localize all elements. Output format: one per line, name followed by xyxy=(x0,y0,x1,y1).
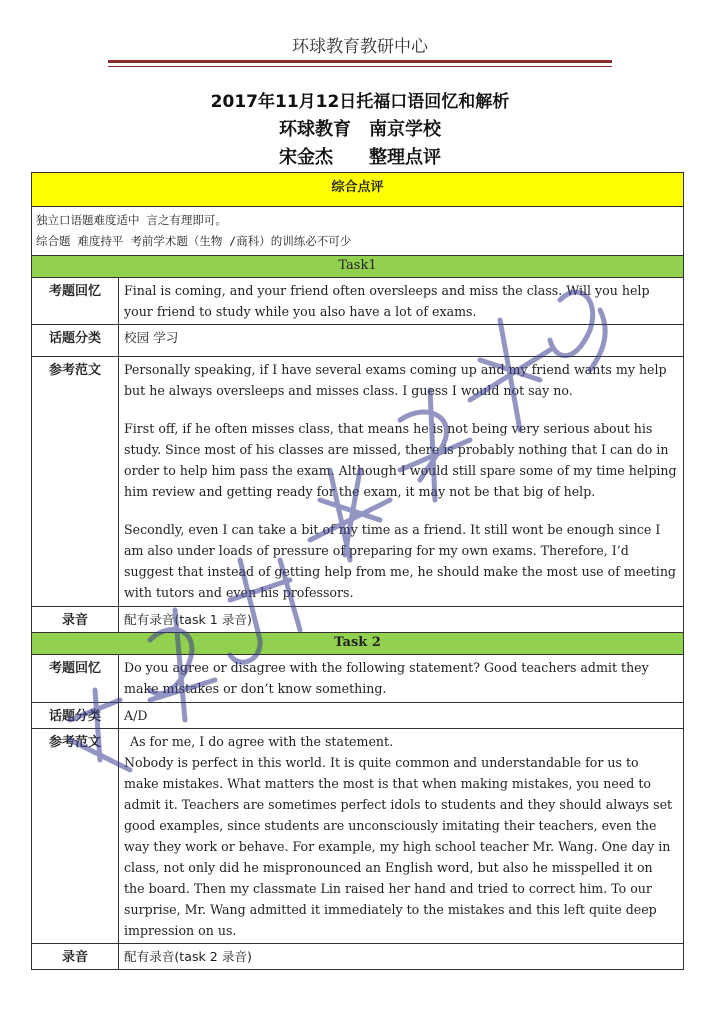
task1-recall-text: Final is coming, and your friend often oversleeps and miss the class. Will you help your friend to study while you also have a lot of exams. xyxy=(119,278,684,325)
task2-audio-label: 录音 xyxy=(32,944,119,970)
summary-heading: 综合点评 xyxy=(32,173,684,207)
summary-line-1: 独立口语题难度适中 言之有理即可。 xyxy=(36,213,227,227)
task1-recall-label: 考题回忆 xyxy=(32,278,119,325)
task1-audio-label: 录音 xyxy=(32,607,119,633)
summary-line-2: 综合题 难度持平 考前学术题（生物 /商科）的训练必不可少 xyxy=(36,234,352,248)
task1-recall-row xyxy=(32,278,684,325)
content-table xyxy=(31,172,684,970)
task1-sample-paragraph-3: Secondly, even I can take a bit of my time as a friend. It still wont be enough since I am also under loads of pressure of preparing for my own exams. Therefore, I’d suggest that instead of getting help from me, he should make the most use of meeting with tutors and even his professors. xyxy=(124,522,676,600)
task1-sample-row xyxy=(32,357,684,607)
task1-audio-text: 配有录音(task 1 录音) xyxy=(119,607,684,633)
task2-recall-row xyxy=(32,655,684,703)
summary-heading-row xyxy=(32,173,684,207)
task2-sample-body: Nobody is perfect in this world. It is quite common and understandable for us to make mistakes. What matters the most is that when making mistakes, you need to admit it. Teachers are sometimes perfect idols to students and they should always set good examples, since students are unconsciously imitating their teachers, even the way they work or behave. For example, my high school teacher Mr. Wang. One day in class, not only did he mispronounced an English word, but also he misspelled it on the board. Then my classmate Lin raised her hand and tried to correct him. To our surprise, Mr. Wang admitted it immediately to the mistakes and this left quite deep impression on us. xyxy=(124,755,673,938)
title-line-author: 宋金杰 整理点评 xyxy=(279,147,441,168)
task2-audio-text: 配有录音(task 2 录音) xyxy=(119,944,684,970)
task2-topic-text: A/D xyxy=(119,703,684,729)
header-rule-thin xyxy=(108,66,612,67)
document-title xyxy=(0,88,720,172)
task1-topic-label: 话题分类 xyxy=(32,325,119,357)
header-org-title: 环球教育教研中心 xyxy=(292,37,428,57)
title-line-school: 环球教育 南京学校 xyxy=(279,119,441,140)
task2-sample-label: 参考范文 xyxy=(32,729,119,944)
task1-audio-row xyxy=(32,607,684,633)
header-rule-thick xyxy=(108,60,612,63)
summary-row xyxy=(32,207,684,256)
title-line-date: 2017年11月12日托福口语回忆和解析 xyxy=(210,92,510,112)
task2-recall-text: Do you agree or disagree with the following statement? Good teachers admit they make mistakes or don’t know something. xyxy=(119,655,684,703)
task2-recall-label: 考题回忆 xyxy=(32,655,119,703)
task2-sample-text xyxy=(119,729,684,944)
task1-heading-row xyxy=(32,256,684,278)
task1-topic-row xyxy=(32,325,684,357)
task1-sample-paragraph-2: First off, if he often misses class, that means he is not being very serious about his study. Since most of his classes are missed, there is probably nothing that I can do in order to help him pass the exam. Although I would still spare some of my time helping him review and getting ready for the exam, it may not be that big of help. xyxy=(124,421,677,499)
task2-sample-intro: As for me, I do agree with the statement. xyxy=(130,734,394,749)
task2-topic-label: 话题分类 xyxy=(32,703,119,729)
summary-text xyxy=(32,207,684,256)
task2-sample-row xyxy=(32,729,684,944)
task1-heading: Task1 xyxy=(32,256,684,278)
task2-heading-row xyxy=(32,633,684,655)
task2-topic-row xyxy=(32,703,684,729)
task2-audio-row xyxy=(32,944,684,970)
task1-sample-paragraph-1: Personally speaking, if I have several exams coming up and my friend wants my help but he always oversleeps and misses class. I guess I would not say no. xyxy=(124,362,667,398)
task1-sample-text xyxy=(119,357,684,607)
task1-sample-label: 参考范文 xyxy=(32,357,119,607)
task1-topic-text: 校园 学习 xyxy=(119,325,684,357)
task2-heading: Task 2 xyxy=(32,633,684,655)
